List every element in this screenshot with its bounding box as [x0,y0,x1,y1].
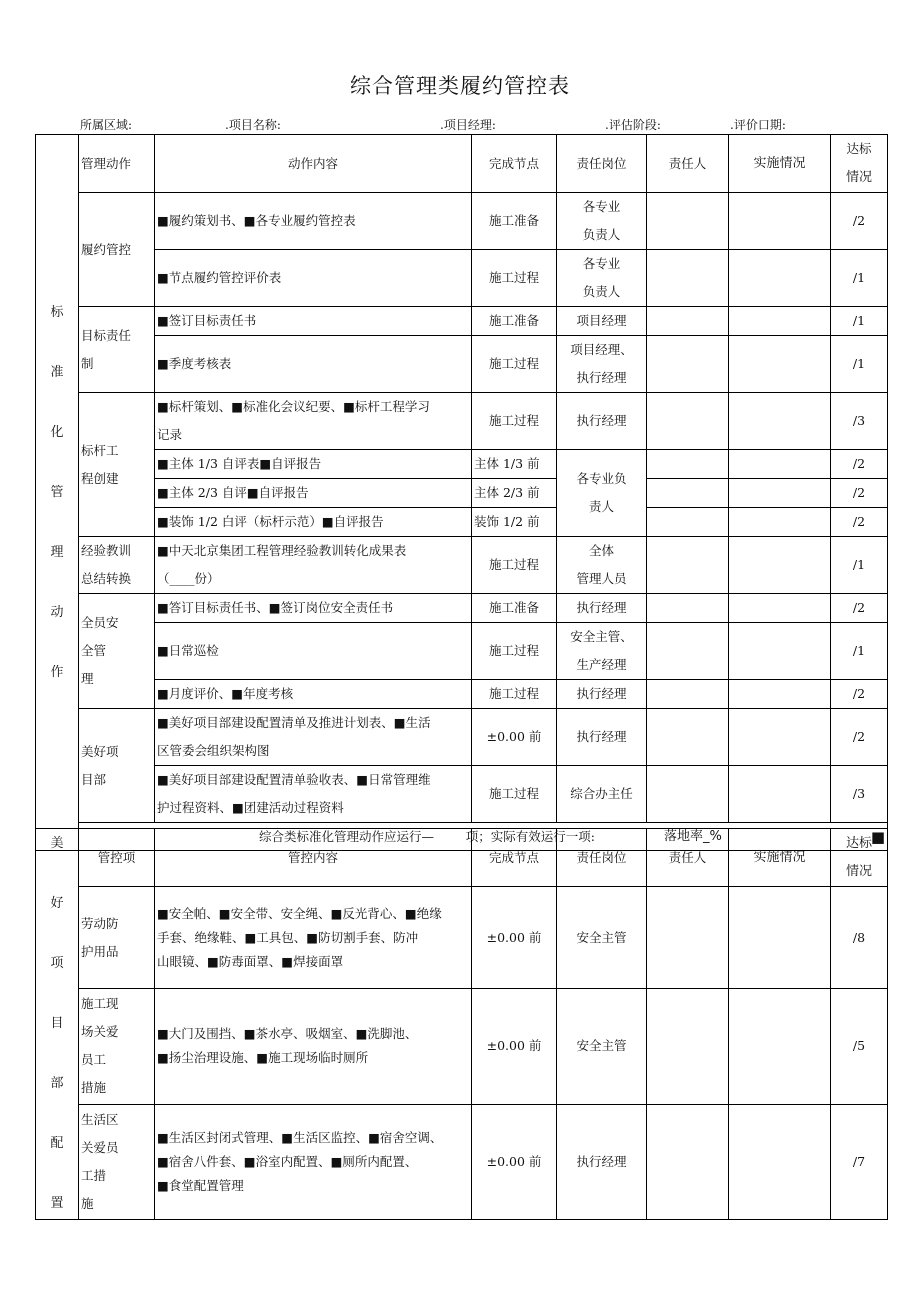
standard-score: /1 [831,336,888,393]
header-impl: 实施情况 [729,135,831,193]
table-row [36,680,888,709]
action-content: ■中天北京集团工程管理经验教训转化成果表 （____份） [155,537,472,594]
standard-score: /1 [831,623,888,680]
responsible-person [647,250,729,307]
completion-node: ±0.00 前 [472,887,557,989]
responsible-post: 综合办主任 [557,766,647,823]
action-content: ■节点履约管控评价表 [155,250,472,307]
implementation-status [729,508,831,537]
table-row [36,393,888,450]
action-content: ■美好项目部建设配置清单验收表、■日常管理维 护过程资料、■团建活动过程资料 [155,766,472,823]
implementation-status [729,537,831,594]
action-content: ■季度考核表 [155,336,472,393]
implementation-status [729,336,831,393]
table-row [36,336,888,393]
completion-node: 施工过程 [472,537,557,594]
responsible-person [647,537,729,594]
action-content: ■答订目标责任书、■签订岗位安全责任书 [155,594,472,623]
completion-node: 施工过程 [472,393,557,450]
responsible-person [647,623,729,680]
standard-score: /2 [831,680,888,709]
implementation-status [729,250,831,307]
table-row [36,766,888,823]
action-name: 美好项 目部 [79,709,155,823]
action-content: ■主体 1/3 自评表■自评报告 [155,450,472,479]
completion-node: ±0.00 前 [472,989,557,1104]
completion-node: 主体 2/3 前 [472,479,557,508]
responsible-person [647,193,729,250]
standard-score: /3 [831,393,888,450]
header-standard-line1: 达标 [846,141,872,156]
responsible-post: 执行经理 [557,594,647,623]
header-standard [831,135,888,193]
action-content: ■美好项目部建设配置清单及推进计划表、■生活 区管委会组织架构图 [155,709,472,766]
table-row [36,709,888,766]
responsible-post: 执行经理 [557,680,647,709]
implementation-status [729,393,831,450]
standard-score: /7 [831,1104,888,1219]
implementation-status [729,680,831,709]
responsible-person [647,479,729,508]
project-config-table [35,828,888,1220]
standard-score: /1 [831,307,888,336]
table1-section-label: 标 准 化 管 理 动 作 [36,135,79,851]
header-standard-line2: 情况 [845,863,872,879]
standard-score: /2 [831,594,888,623]
implementation-status [729,450,831,479]
action-content: ■履约策划书、■各专业履约管控表 [155,193,472,250]
table-row [36,508,888,537]
action-name: 目标责任 制 [79,307,155,393]
responsible-person [647,680,729,709]
action-content: ■标杆策划、■标准化会议纪要、■标杆工程学习 记录 [155,393,472,450]
completion-node: ±0.00 前 [472,709,557,766]
info-project-manager: .项目经理: [440,118,496,132]
info-stage: .评估阶段: [605,118,661,132]
implementation-status [729,1104,831,1219]
responsible-post: 执行经理 [557,1104,647,1219]
control-content: ■生活区封闭式管理、■生活区监控、■宿舍空调、 ■宿舍八件套、■浴室内配置、■厕所内配置、 ■食堂配置管理 [155,1104,472,1219]
responsible-person [647,393,729,450]
table-row [36,594,888,623]
completion-node: 施工过程 [472,766,557,823]
responsible-person [647,887,729,989]
responsible-post: 各专业负 责人 [557,450,647,537]
control-content: ■安全帕、■安全带、安全绳、■反光背心、■绝缘 手套、绝缘鞋、■工具包、■防切割手套、防冲 山眼镜、■防毒面罩、■焊接面罩 [155,887,472,989]
responsible-person [647,336,729,393]
table-row [36,193,888,250]
standard-score: /2 [831,450,888,479]
responsible-post: 项目经理、 执行经理 [557,336,647,393]
responsible-post: 执行经理 [557,393,647,450]
action-name: 全员安 全管 理 [79,594,155,709]
action-content: ■签订目标责任书 [155,307,472,336]
table2-header-row [36,829,888,887]
header-content: 动作内容 [155,135,472,193]
implementation-status [729,709,831,766]
completion-node: 施工过程 [472,680,557,709]
implementation-status [729,479,831,508]
summary-text: 综合类标准化管理动作应运行— 项；实际有效运行一项: [259,829,595,844]
responsible-person [647,594,729,623]
responsible-post: 项目经理 [557,307,647,336]
completion-node: 施工准备 [472,594,557,623]
header-node: 完成节点 [472,135,557,193]
responsible-person [647,508,729,537]
standard-score: /3 [831,766,888,823]
standard-score: /2 [831,709,888,766]
implementation-status [729,307,831,336]
completion-node: 施工准备 [472,193,557,250]
header-post: 责任岗位 [557,135,647,193]
table-row [36,887,888,989]
standard-score: /5 [831,989,888,1104]
table-row [36,479,888,508]
completion-node: 施工准备 [472,307,557,336]
action-content: ■装饰 1/2 白评（标杆示范）■自评报告 [155,508,472,537]
table-row [36,989,888,1104]
control-item: 生活区 关爱员 工措 施 [79,1104,155,1219]
responsible-person [647,766,729,823]
control-item: 施工现 场关爱 员工 措施 [79,989,155,1104]
action-content: ■日常巡检 [155,623,472,680]
implementation-status [729,989,831,1104]
responsible-person [647,307,729,336]
standard-actions-table [35,134,888,851]
action-name: 经验教训 总结转换 [79,537,155,594]
responsible-person [647,709,729,766]
implementation-status [729,887,831,989]
table-row [36,1104,888,1219]
header-content: 管控内容 [155,829,472,887]
header-action: 管理动作 [79,135,155,193]
header-item: 管控项 [79,829,155,887]
responsible-post: 安全主管、 生产经理 [557,623,647,680]
table-row [36,250,888,307]
header-person: 责任人 [647,829,729,887]
completion-node: 施工过程 [472,623,557,680]
standard-score: /1 [831,537,888,594]
header-person: 责任人 [647,135,729,193]
action-name: 履约管控 [79,193,155,307]
header-node: 完成节点 [472,829,557,887]
standard-score: /1 [831,250,888,307]
table-row [36,537,888,594]
completion-node: 施工过程 [472,250,557,307]
responsible-post: 各专业 负责人 [557,193,647,250]
summary-rate: 落地率_% [664,829,722,844]
summary-mark: ■ [870,828,885,846]
table-row [36,623,888,680]
table-row [36,307,888,336]
info-date: .评价口期: [730,118,786,132]
responsible-post: 执行经理 [557,709,647,766]
standard-score: /2 [831,508,888,537]
standard-score: /2 [831,193,888,250]
table2-section-label: 美 好 项 目 部 配 置 [36,829,79,1220]
info-project-name: .项目名称: [225,118,281,132]
control-item: 劳动防 护用品 [79,887,155,989]
responsible-post: 安全主管 [557,887,647,989]
header-standard-line1: 达标 [845,835,872,851]
implementation-status [729,193,831,250]
action-name: 标杆工 程创建 [79,393,155,537]
header-standard [831,829,888,887]
control-content: ■大门及围挡、■茶水亭、吸烟室、■洗脚池、 ■扬尘治理设施、■施工现场临时厕所 [155,989,472,1104]
table1-header-row [36,135,888,193]
action-content: ■月度评价、■年度考核 [155,680,472,709]
info-area: 所属区域: [80,118,133,132]
responsible-person [647,989,729,1104]
completion-node: 施工过程 [472,336,557,393]
header-impl: 实施情况 [729,829,831,887]
header-post: 责任岗位 [557,829,647,887]
action-content: ■主体 2/3 自评■自评报告 [155,479,472,508]
completion-node: 主体 1/3 前 [472,450,557,479]
standard-score: /8 [831,887,888,989]
header-standard-line2: 情况 [845,170,872,185]
implementation-status [729,594,831,623]
standard-score: /2 [831,479,888,508]
responsible-person [647,1104,729,1219]
implementation-status [729,623,831,680]
implementation-status [729,766,831,823]
responsible-post: 各专业 负责人 [557,250,647,307]
table-row [36,450,888,479]
completion-node: 装饰 1/2 前 [472,508,557,537]
completion-node: ±0.00 前 [472,1104,557,1219]
responsible-post: 安全主管 [557,989,647,1104]
responsible-person [647,450,729,479]
responsible-post: 全体 管理人员 [557,537,647,594]
page-title: 综合管理类履约管控表 [350,74,570,98]
